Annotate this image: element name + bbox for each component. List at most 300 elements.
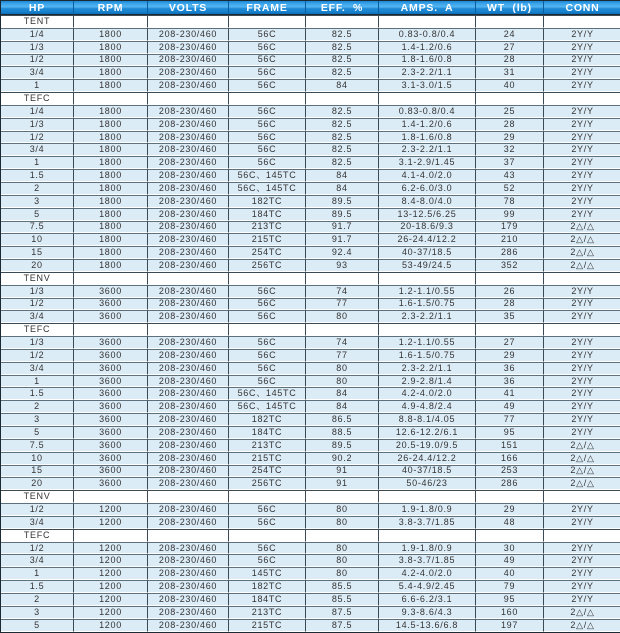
- eff-cell: 80: [306, 503, 379, 516]
- volts-cell: 208-230/460: [148, 619, 229, 632]
- amps-cell: 2.3-2.2/1.1: [379, 66, 476, 79]
- amps-cell: 3.1-3.0/1.5: [379, 79, 476, 92]
- hp-cell: 3: [1, 195, 74, 208]
- conn-cell: 2Y/Y: [544, 182, 620, 195]
- conn-cell: 2Y/Y: [544, 105, 620, 118]
- eff-cell: 82.5: [306, 105, 379, 118]
- hp-cell: 1/2: [1, 54, 74, 67]
- table-row: [1, 195, 620, 208]
- rpm-cell: 1800: [74, 105, 148, 118]
- frame-cell: 256TC: [229, 477, 306, 490]
- table-row: [1, 439, 620, 452]
- eff-cell: 82.5: [306, 118, 379, 131]
- frame-cell: 182TC: [229, 413, 306, 426]
- table-row: [1, 542, 620, 555]
- wt-cell: 49: [476, 400, 544, 413]
- hp-cell: 3: [1, 606, 74, 619]
- wt-cell: 99: [476, 208, 544, 221]
- column-header-amps: AMPS. A: [379, 1, 476, 15]
- conn-cell: 2△/△: [544, 606, 620, 619]
- frame-cell: 213TC: [229, 606, 306, 619]
- section-label: TENV: [1, 490, 74, 503]
- eff-cell: 89.5: [306, 208, 379, 221]
- eff-cell: 82.5: [306, 66, 379, 79]
- frame-cell: 213TC: [229, 439, 306, 452]
- rpm-cell: 3600: [74, 298, 148, 311]
- column-header-eff: EFF. %: [306, 1, 379, 15]
- amps-cell: 6.6-6.2/3.1: [379, 593, 476, 606]
- rpm-cell: 1200: [74, 516, 148, 529]
- wt-cell: 37: [476, 156, 544, 169]
- wt-cell: 95: [476, 426, 544, 439]
- amps-cell: 0.83-0.8/0.4: [379, 28, 476, 41]
- section-empty-cell: [379, 272, 476, 285]
- hp-cell: 7.5: [1, 221, 74, 234]
- eff-cell: 87.5: [306, 606, 379, 619]
- wt-cell: 352: [476, 259, 544, 272]
- header-row: [1, 1, 620, 15]
- table-row: [1, 452, 620, 465]
- amps-cell: 12.6-12.2/6.1: [379, 426, 476, 439]
- table-row: [1, 285, 620, 298]
- table-row: [1, 246, 620, 259]
- wt-cell: 35: [476, 310, 544, 323]
- table-row: [1, 503, 620, 516]
- wt-cell: 95: [476, 593, 544, 606]
- wt-cell: 253: [476, 465, 544, 478]
- section-empty-cell: [148, 15, 229, 28]
- eff-cell: 84: [306, 400, 379, 413]
- section-empty-cell: [379, 15, 476, 28]
- section-empty-cell: [544, 15, 620, 28]
- volts-cell: 208-230/460: [148, 580, 229, 593]
- rpm-cell: 1800: [74, 66, 148, 79]
- rpm-cell: 3600: [74, 375, 148, 388]
- table-row: [1, 208, 620, 221]
- section-empty-cell: [229, 529, 306, 542]
- section-empty-cell: [544, 92, 620, 105]
- table-row: [1, 118, 620, 131]
- table-row: [1, 362, 620, 375]
- volts-cell: 208-230/460: [148, 452, 229, 465]
- section-empty-cell: [148, 272, 229, 285]
- frame-cell: 182TC: [229, 195, 306, 208]
- eff-cell: 84: [306, 387, 379, 400]
- volts-cell: 208-230/460: [148, 336, 229, 349]
- rpm-cell: 3600: [74, 465, 148, 478]
- frame-cell: 56C: [229, 131, 306, 144]
- table-row: [1, 375, 620, 388]
- hp-cell: 1/3: [1, 336, 74, 349]
- frame-cell: 56C、145TC: [229, 387, 306, 400]
- conn-cell: 2Y/Y: [544, 131, 620, 144]
- section-label: TEFC: [1, 92, 74, 105]
- rpm-cell: 3600: [74, 349, 148, 362]
- section-row: [1, 323, 620, 336]
- eff-cell: 80: [306, 375, 379, 388]
- column-header-conn: CONN: [544, 1, 620, 15]
- amps-cell: 50-46/23: [379, 477, 476, 490]
- wt-cell: 36: [476, 375, 544, 388]
- section-empty-cell: [476, 490, 544, 503]
- eff-cell: 93: [306, 259, 379, 272]
- eff-cell: 74: [306, 285, 379, 298]
- conn-cell: 2Y/Y: [544, 41, 620, 54]
- rpm-cell: 1200: [74, 606, 148, 619]
- frame-cell: 56C: [229, 349, 306, 362]
- section-label: TENV: [1, 272, 74, 285]
- volts-cell: 208-230/460: [148, 593, 229, 606]
- rpm-cell: 1800: [74, 233, 148, 246]
- frame-cell: 56C: [229, 28, 306, 41]
- rpm-cell: 3600: [74, 285, 148, 298]
- volts-cell: 208-230/460: [148, 208, 229, 221]
- rpm-cell: 1800: [74, 195, 148, 208]
- eff-cell: 92.4: [306, 246, 379, 259]
- section-row: [1, 490, 620, 503]
- hp-cell: 5: [1, 426, 74, 439]
- hp-cell: 1/2: [1, 349, 74, 362]
- hp-cell: 20: [1, 477, 74, 490]
- volts-cell: 208-230/460: [148, 298, 229, 311]
- wt-cell: 179: [476, 221, 544, 234]
- wt-cell: 49: [476, 554, 544, 567]
- hp-cell: 1/2: [1, 542, 74, 555]
- eff-cell: 89.5: [306, 195, 379, 208]
- conn-cell: 2Y/Y: [544, 143, 620, 156]
- section-empty-cell: [306, 323, 379, 336]
- volts-cell: 208-230/460: [148, 246, 229, 259]
- eff-cell: 82.5: [306, 143, 379, 156]
- volts-cell: 208-230/460: [148, 465, 229, 478]
- hp-cell: 3/4: [1, 362, 74, 375]
- table-row: [1, 567, 620, 580]
- table-row: [1, 233, 620, 246]
- volts-cell: 208-230/460: [148, 105, 229, 118]
- amps-cell: 8.8-8.1/4.05: [379, 413, 476, 426]
- section-empty-cell: [476, 92, 544, 105]
- wt-cell: 40: [476, 567, 544, 580]
- amps-cell: 8.4-8.0/4.0: [379, 195, 476, 208]
- section-row: [1, 272, 620, 285]
- eff-cell: 82.5: [306, 156, 379, 169]
- hp-cell: 1: [1, 156, 74, 169]
- section-empty-cell: [74, 323, 148, 336]
- section-empty-cell: [306, 92, 379, 105]
- frame-cell: 56C: [229, 105, 306, 118]
- rpm-cell: 1200: [74, 593, 148, 606]
- section-empty-cell: [379, 490, 476, 503]
- volts-cell: 208-230/460: [148, 413, 229, 426]
- amps-cell: 1.9-1.8/0.9: [379, 542, 476, 555]
- amps-cell: 14.5-13.6/6.8: [379, 619, 476, 632]
- frame-cell: 56C: [229, 66, 306, 79]
- section-empty-cell: [379, 92, 476, 105]
- wt-cell: 210: [476, 233, 544, 246]
- volts-cell: 208-230/460: [148, 259, 229, 272]
- frame-cell: 56C: [229, 285, 306, 298]
- amps-cell: 1.2-1.1/0.55: [379, 336, 476, 349]
- hp-cell: 1.5: [1, 387, 74, 400]
- volts-cell: 208-230/460: [148, 439, 229, 452]
- table-row: [1, 66, 620, 79]
- hp-cell: 1.5: [1, 580, 74, 593]
- rpm-cell: 3600: [74, 336, 148, 349]
- conn-cell: 2Y/Y: [544, 375, 620, 388]
- amps-cell: 4.2-4.0/2.0: [379, 567, 476, 580]
- frame-cell: 254TC: [229, 246, 306, 259]
- rpm-cell: 1200: [74, 567, 148, 580]
- section-empty-cell: [476, 529, 544, 542]
- amps-cell: 2.3-2.2/1.1: [379, 362, 476, 375]
- conn-cell: 2△/△: [544, 259, 620, 272]
- volts-cell: 208-230/460: [148, 28, 229, 41]
- hp-cell: 1.5: [1, 169, 74, 182]
- eff-cell: 77: [306, 349, 379, 362]
- section-empty-cell: [148, 490, 229, 503]
- frame-cell: 56C、145TC: [229, 400, 306, 413]
- rpm-cell: 1200: [74, 580, 148, 593]
- conn-cell: 2Y/Y: [544, 426, 620, 439]
- wt-cell: 286: [476, 477, 544, 490]
- conn-cell: 2△/△: [544, 221, 620, 234]
- table-row: [1, 606, 620, 619]
- column-header-hp: HP: [1, 1, 74, 15]
- eff-cell: 89.5: [306, 439, 379, 452]
- hp-cell: 1/4: [1, 105, 74, 118]
- volts-cell: 208-230/460: [148, 554, 229, 567]
- frame-cell: 256TC: [229, 259, 306, 272]
- eff-cell: 84: [306, 182, 379, 195]
- wt-cell: 48: [476, 516, 544, 529]
- table-row: [1, 105, 620, 118]
- hp-cell: 1/2: [1, 131, 74, 144]
- conn-cell: 2Y/Y: [544, 542, 620, 555]
- eff-cell: 80: [306, 554, 379, 567]
- amps-cell: 4.9-4.8/2.4: [379, 400, 476, 413]
- volts-cell: 208-230/460: [148, 400, 229, 413]
- hp-cell: 3/4: [1, 66, 74, 79]
- eff-cell: 80: [306, 516, 379, 529]
- amps-cell: 53-49/24.5: [379, 259, 476, 272]
- volts-cell: 208-230/460: [148, 131, 229, 144]
- hp-cell: 3/4: [1, 554, 74, 567]
- section-empty-cell: [306, 490, 379, 503]
- wt-cell: 27: [476, 41, 544, 54]
- volts-cell: 208-230/460: [148, 516, 229, 529]
- section-empty-cell: [379, 529, 476, 542]
- section-empty-cell: [74, 15, 148, 28]
- rpm-cell: 3600: [74, 426, 148, 439]
- eff-cell: 74: [306, 336, 379, 349]
- rpm-cell: 1800: [74, 156, 148, 169]
- conn-cell: 2Y/Y: [544, 387, 620, 400]
- conn-cell: 2Y/Y: [544, 503, 620, 516]
- rpm-cell: 1800: [74, 143, 148, 156]
- eff-cell: 84: [306, 79, 379, 92]
- table-row: [1, 426, 620, 439]
- volts-cell: 208-230/460: [148, 362, 229, 375]
- conn-cell: 2Y/Y: [544, 516, 620, 529]
- table-row: [1, 131, 620, 144]
- hp-cell: 1/4: [1, 28, 74, 41]
- eff-cell: 88.5: [306, 426, 379, 439]
- frame-cell: 56C: [229, 79, 306, 92]
- conn-cell: 2Y/Y: [544, 169, 620, 182]
- conn-cell: 2△/△: [544, 246, 620, 259]
- amps-cell: 4.1-4.0/2.0: [379, 169, 476, 182]
- conn-cell: 2Y/Y: [544, 118, 620, 131]
- section-empty-cell: [148, 92, 229, 105]
- rpm-cell: 3600: [74, 310, 148, 323]
- section-empty-cell: [306, 272, 379, 285]
- wt-cell: 286: [476, 246, 544, 259]
- eff-cell: 80: [306, 567, 379, 580]
- frame-cell: 56C、145TC: [229, 169, 306, 182]
- column-header-volts: VOLTS: [148, 1, 229, 15]
- amps-cell: 26-24.4/12.2: [379, 233, 476, 246]
- amps-cell: 3.8-3.7/1.85: [379, 516, 476, 529]
- wt-cell: 24: [476, 28, 544, 41]
- table-row: [1, 593, 620, 606]
- conn-cell: 2Y/Y: [544, 349, 620, 362]
- wt-cell: 28: [476, 298, 544, 311]
- rpm-cell: 1800: [74, 169, 148, 182]
- section-label: TEFC: [1, 323, 74, 336]
- table-row: [1, 387, 620, 400]
- volts-cell: 208-230/460: [148, 118, 229, 131]
- frame-cell: 184TC: [229, 208, 306, 221]
- amps-cell: 1.2-1.1/0.55: [379, 285, 476, 298]
- eff-cell: 91: [306, 477, 379, 490]
- eff-cell: 85.5: [306, 580, 379, 593]
- wt-cell: 78: [476, 195, 544, 208]
- eff-cell: 80: [306, 542, 379, 555]
- section-empty-cell: [229, 323, 306, 336]
- table-row: [1, 336, 620, 349]
- wt-cell: 160: [476, 606, 544, 619]
- amps-cell: 40-37/18.5: [379, 246, 476, 259]
- rpm-cell: 1800: [74, 118, 148, 131]
- frame-cell: 56C: [229, 54, 306, 67]
- wt-cell: 79: [476, 580, 544, 593]
- wt-cell: 32: [476, 143, 544, 156]
- wt-cell: 27: [476, 336, 544, 349]
- table-row: [1, 221, 620, 234]
- amps-cell: 26-24.4/12.2: [379, 452, 476, 465]
- frame-cell: 215TC: [229, 619, 306, 632]
- table-row: [1, 413, 620, 426]
- section-empty-cell: [306, 15, 379, 28]
- table-row: [1, 400, 620, 413]
- conn-cell: 2△/△: [544, 452, 620, 465]
- table-row: [1, 465, 620, 478]
- frame-cell: 56C、145TC: [229, 182, 306, 195]
- frame-cell: 56C: [229, 516, 306, 529]
- hp-cell: 1/3: [1, 41, 74, 54]
- frame-cell: 56C: [229, 118, 306, 131]
- section-empty-cell: [379, 323, 476, 336]
- rpm-cell: 1800: [74, 41, 148, 54]
- volts-cell: 208-230/460: [148, 233, 229, 246]
- conn-cell: 2Y/Y: [544, 362, 620, 375]
- volts-cell: 208-230/460: [148, 426, 229, 439]
- volts-cell: 208-230/460: [148, 349, 229, 362]
- table-row: [1, 54, 620, 67]
- wt-cell: 52: [476, 182, 544, 195]
- wt-cell: 166: [476, 452, 544, 465]
- wt-cell: 29: [476, 503, 544, 516]
- table-body: [1, 15, 620, 632]
- table-row: [1, 79, 620, 92]
- hp-cell: 20: [1, 259, 74, 272]
- section-empty-cell: [148, 323, 229, 336]
- wt-cell: 151: [476, 439, 544, 452]
- conn-cell: 2△/△: [544, 477, 620, 490]
- hp-cell: 10: [1, 233, 74, 246]
- conn-cell: 2Y/Y: [544, 156, 620, 169]
- wt-cell: 41: [476, 387, 544, 400]
- rpm-cell: 1800: [74, 208, 148, 221]
- amps-cell: 0.83-0.8/0.4: [379, 105, 476, 118]
- rpm-cell: 3600: [74, 362, 148, 375]
- eff-cell: 85.5: [306, 593, 379, 606]
- eff-cell: 82.5: [306, 28, 379, 41]
- frame-cell: 145TC: [229, 567, 306, 580]
- amps-cell: 1.6-1.5/0.75: [379, 298, 476, 311]
- hp-cell: 1/3: [1, 285, 74, 298]
- conn-cell: 2△/△: [544, 233, 620, 246]
- rpm-cell: 1200: [74, 554, 148, 567]
- table-row: [1, 310, 620, 323]
- amps-cell: 6.2-6.0/3.0: [379, 182, 476, 195]
- hp-cell: 3: [1, 413, 74, 426]
- wt-cell: 29: [476, 349, 544, 362]
- wt-cell: 36: [476, 362, 544, 375]
- rpm-cell: 1800: [74, 28, 148, 41]
- volts-cell: 208-230/460: [148, 477, 229, 490]
- amps-cell: 13-12.5/6.25: [379, 208, 476, 221]
- amps-cell: 20-18.6/9.3: [379, 221, 476, 234]
- section-empty-cell: [74, 272, 148, 285]
- conn-cell: 2Y/Y: [544, 554, 620, 567]
- section-label: TEFC: [1, 529, 74, 542]
- wt-cell: 40: [476, 79, 544, 92]
- hp-cell: 10: [1, 452, 74, 465]
- rpm-cell: 1200: [74, 503, 148, 516]
- frame-cell: 56C: [229, 375, 306, 388]
- eff-cell: 82.5: [306, 54, 379, 67]
- volts-cell: 208-230/460: [148, 41, 229, 54]
- rpm-cell: 1800: [74, 54, 148, 67]
- hp-cell: 1: [1, 79, 74, 92]
- hp-cell: 7.5: [1, 439, 74, 452]
- rpm-cell: 1200: [74, 542, 148, 555]
- wt-cell: 28: [476, 118, 544, 131]
- volts-cell: 208-230/460: [148, 310, 229, 323]
- hp-cell: 1/2: [1, 298, 74, 311]
- column-header-frame: FRAME: [229, 1, 306, 15]
- eff-cell: 84: [306, 169, 379, 182]
- table-row: [1, 580, 620, 593]
- volts-cell: 208-230/460: [148, 285, 229, 298]
- conn-cell: 2Y/Y: [544, 310, 620, 323]
- conn-cell: 2Y/Y: [544, 285, 620, 298]
- hp-cell: 15: [1, 465, 74, 478]
- frame-cell: 56C: [229, 41, 306, 54]
- table-row: [1, 182, 620, 195]
- eff-cell: 91: [306, 465, 379, 478]
